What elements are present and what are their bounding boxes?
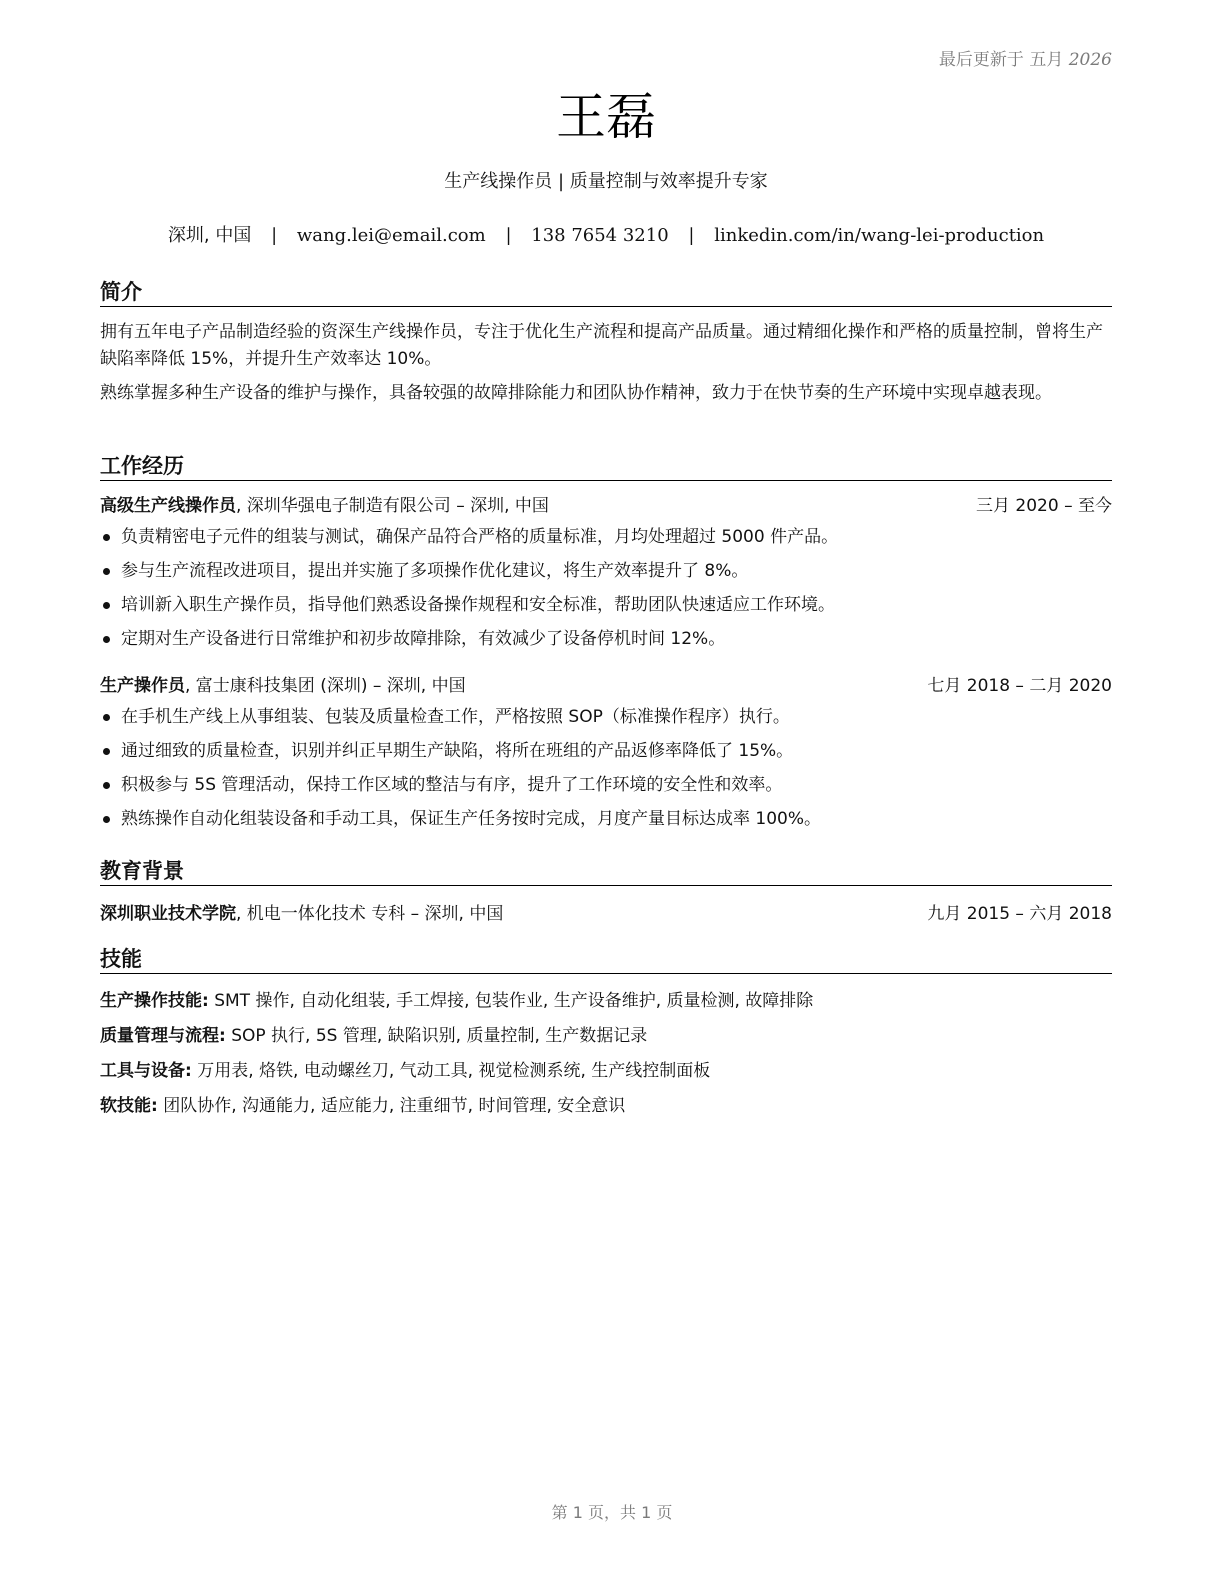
job-title-line — [100, 492, 549, 520]
skill-category: 质量管理与流程: — [100, 1026, 226, 1046]
contact-separator: | — [271, 225, 278, 246]
last-updated-year: 2026 — [1068, 50, 1112, 70]
education-school: 深圳职业技术学院 — [100, 904, 236, 924]
contact-phone[interactable]: 138 7654 3210 — [531, 225, 669, 246]
job-entry — [100, 492, 1112, 656]
education-detail: , 机电一体化技术 专科 – 深圳, 中国 — [236, 904, 504, 924]
bullet-item: 积极参与 5S 管理活动，保持工作区域的整洁与有序，提升了工作环境的安全性和效率。 — [100, 768, 1112, 802]
skills-section — [100, 945, 1112, 1124]
page-footer: 第 1 页，共 1 页 — [551, 1503, 673, 1522]
section-title-education: 教育背景 — [100, 857, 1112, 886]
skill-items: SOP 执行, 5S 管理, 缺陷识别, 质量控制, 生产数据记录 — [225, 1026, 648, 1046]
contact-email[interactable]: wang.lei@email.com — [296, 225, 486, 246]
education-title-line — [100, 900, 503, 928]
skill-row — [100, 1019, 1112, 1054]
candidate-headline: 生产线操作员 | 质量控制与效率提升专家 — [444, 171, 768, 192]
job-bullets — [100, 520, 1112, 656]
contact-separator: | — [505, 225, 512, 246]
skill-row — [100, 1089, 1112, 1124]
bullet-item: 定期对生产设备进行日常维护和初步故障排除，有效减少了设备停机时间 12%。 — [100, 622, 1112, 656]
education-dates: 九月 2015 – 六月 2018 — [927, 904, 1112, 924]
job-bullets — [100, 700, 1112, 836]
skill-items: SMT 操作, 自动化组装, 手工焊接, 包装作业, 生产设备维护, 质量检测, 故障排除 — [208, 991, 814, 1011]
skill-category: 工具与设备: — [100, 1061, 192, 1081]
contact-separator: | — [688, 225, 695, 246]
last-updated — [939, 45, 1112, 70]
job-title-line — [100, 672, 466, 700]
skill-row — [100, 984, 1112, 1019]
education-section — [100, 857, 1112, 928]
last-updated-label: 最后更新于 五月 — [938, 50, 1064, 70]
resume-page — [100, 0, 1112, 1584]
job-header — [100, 672, 1112, 700]
skill-items: 万用表, 烙铁, 电动螺丝刀, 气动工具, 视觉检测系统, 生产线控制面板 — [191, 1061, 711, 1081]
summary-paragraph: 熟练掌握多种生产设备的维护与操作，具备较强的故障排除能力和团队协作精神，致力于在快节奏的生产环境中实现卓越表现。 — [100, 383, 1052, 403]
bullet-item: 负责精密电子元件的组装与测试，确保产品符合严格的质量标准，月均处理超过 5000 件产品。 — [100, 520, 1112, 554]
bullet-item: 参与生产流程改进项目，提出并实施了多项操作优化建议，将生产效率提升了 8%。 — [100, 554, 1112, 588]
job-dates: 三月 2020 – 至今 — [976, 496, 1112, 516]
bullet-item: 通过细致的质量检查，识别并纠正早期生产缺陷，将所在班组的产品返修率降低了 15%。 — [100, 734, 1112, 768]
job-org: , 富士康科技集团 (深圳) – 深圳, 中国 — [185, 676, 466, 696]
section-title-experience: 工作经历 — [100, 452, 1112, 481]
job-org: , 深圳华强电子制造有限公司 – 深圳, 中国 — [236, 496, 549, 516]
section-title-skills: 技能 — [100, 945, 1112, 974]
skill-items: 团队协作, 沟通能力, 适应能力, 注重细节, 时间管理, 安全意识 — [157, 1096, 626, 1116]
bullet-item: 培训新入职生产操作员，指导他们熟悉设备操作规程和安全标准，帮助团队快速适应工作环境。 — [100, 588, 1112, 622]
skills-list — [100, 984, 1112, 1124]
candidate-name: 王磊 — [556, 88, 656, 146]
summary-paragraph: 拥有五年电子产品制造经验的资深生产线操作员，专注于优化生产流程和提高产品质量。通过精细化操作和严格的质量控制，曾将生产缺陷率降低 15%，并提升生产效率达 10%。 — [100, 322, 1103, 369]
job-entry — [100, 672, 1112, 836]
contact-location: 深圳, 中国 — [167, 225, 252, 246]
job-dates: 七月 2018 – 二月 2020 — [927, 676, 1112, 696]
section-title-summary: 简介 — [100, 278, 1112, 307]
skill-category: 软技能: — [100, 1096, 158, 1116]
experience-section — [100, 452, 1112, 836]
contact-linkedin[interactable]: linkedin.com/in/wang-lei-production — [714, 225, 1045, 246]
skill-row — [100, 1054, 1112, 1089]
job-role: 生产操作员 — [100, 676, 185, 696]
summary-section — [100, 278, 1112, 407]
bullet-item: 熟练操作自动化组装设备和手动工具，保证生产任务按时完成，月度产量目标达成率 100%。 — [100, 802, 1112, 836]
contact-line — [100, 223, 1112, 249]
skill-category: 生产操作技能: — [100, 991, 209, 1011]
bullet-item: 在手机生产线上从事组装、包装及质量检查工作，严格按照 SOP（标准操作程序）执行。 — [100, 700, 1112, 734]
education-entry — [100, 900, 1112, 928]
job-role: 高级生产线操作员 — [100, 496, 236, 516]
job-header — [100, 492, 1112, 520]
